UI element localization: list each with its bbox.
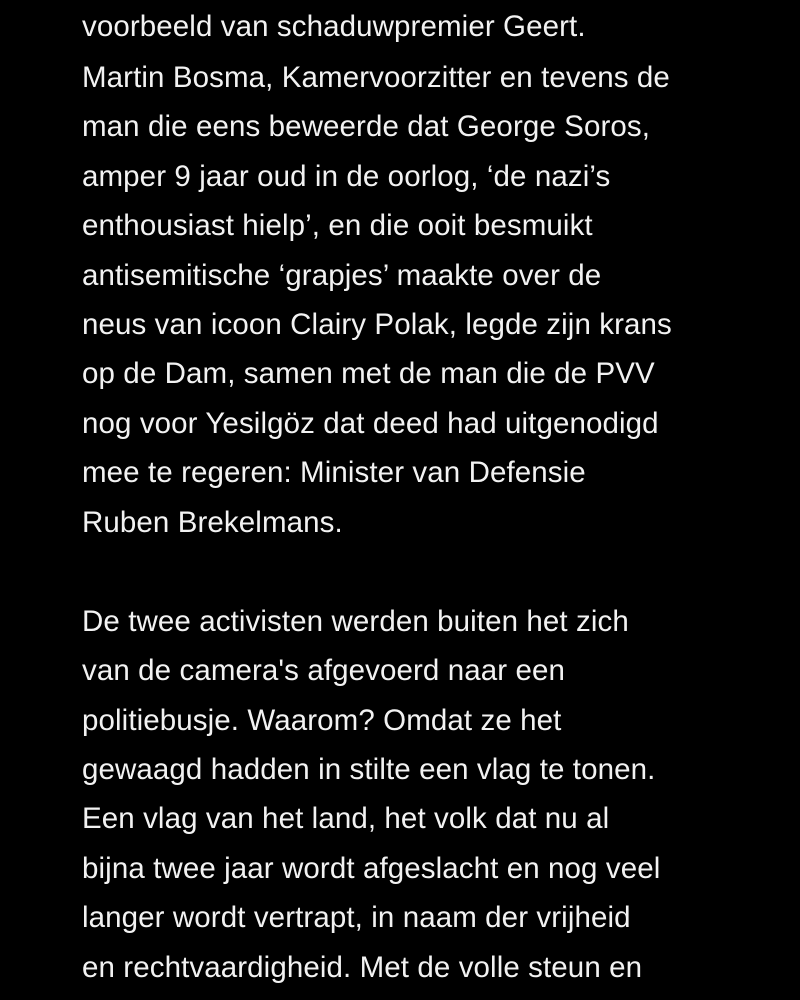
text-line: voorbeeld van schaduwpremier Geert.	[82, 10, 586, 43]
text-line: op de Dam, samen met de man die de PVV	[82, 357, 655, 391]
paragraph-spacer	[82, 547, 752, 597]
text-line: nog voor Yesilgöz dat deed had uitgenodigd	[82, 406, 659, 440]
text-line: Een vlag van het land, het volk dat nu al	[82, 802, 610, 836]
text-line: van de camera's afgevoerd naar een	[82, 654, 565, 688]
text-line: mee te regeren: Minister van Defensie	[82, 456, 586, 490]
text-line: politiebusje. Waarom? Omdat ze het	[82, 703, 562, 737]
text-line: man die eens beweerde dat George Soros,	[82, 110, 651, 144]
text-line: Martin Bosma, Kamervoorzitter en tevens de	[82, 61, 670, 94]
text-line: neus van icoon Clairy Polak, legde zijn krans	[82, 307, 672, 341]
text-line: De twee activisten werden buiten het zich	[82, 604, 629, 638]
article-paragraph	[82, 0, 752, 547]
text-line: langer wordt vertrapt, in naam der vrijheid	[82, 901, 631, 935]
text-line: amper 9 jaar oud in de oorlog, ‘de nazi’s	[82, 159, 611, 193]
text-line: antisemitische ‘grapjes’ maakte over de	[82, 258, 602, 292]
text-line: bijna twee jaar wordt afgeslacht en nog veel	[82, 851, 661, 885]
text-line: enthousiast hielp’, en die ooit besmuikt	[82, 209, 593, 243]
article-paragraph	[82, 597, 752, 992]
text-line: en rechtvaardigheid. Met de volle steun en	[82, 950, 643, 984]
text-line: gewaagd hadden in stilte een vlag te tonen.	[82, 753, 656, 787]
article-body	[82, 0, 752, 992]
text-line: Ruben Brekelmans.	[82, 505, 343, 539]
